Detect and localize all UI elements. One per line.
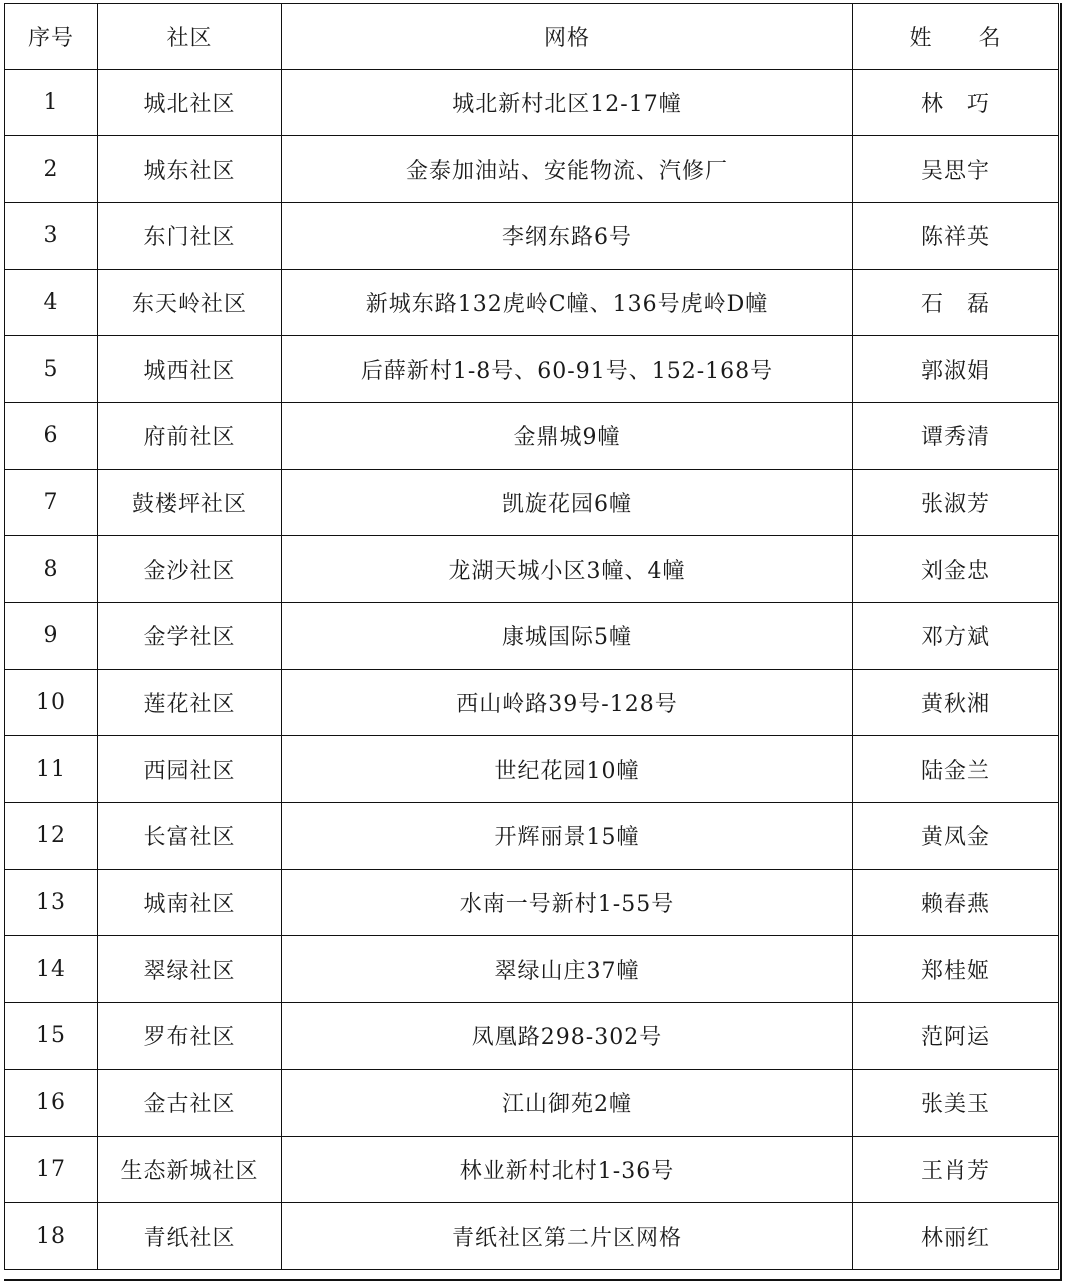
cell-name: 赖春燕 [853, 869, 1059, 936]
frame-bottom-border [4, 1279, 1062, 1281]
cell-number: 1 [5, 69, 98, 136]
cell-community: 长富社区 [98, 803, 282, 870]
table-row [5, 736, 1059, 803]
table-row [5, 469, 1059, 536]
table-row [5, 1003, 1059, 1070]
cell-number: 17 [5, 1136, 98, 1203]
table-body [5, 69, 1059, 1269]
cell-grid: 水南一号新村1-55号 [282, 869, 853, 936]
cell-name: 陆金兰 [853, 736, 1059, 803]
cell-name: 邓方斌 [853, 603, 1059, 670]
cell-name: 黄凤金 [853, 803, 1059, 870]
cell-grid: 城北新村北区12-17幢 [282, 69, 853, 136]
table-row [5, 536, 1059, 603]
header-number: 序号 [5, 4, 98, 70]
cell-name: 林丽红 [853, 1203, 1059, 1270]
cell-name: 谭秀清 [853, 402, 1059, 469]
table-row [5, 202, 1059, 269]
cell-grid: 青纸社区第二片区网格 [282, 1203, 853, 1270]
cell-number: 14 [5, 936, 98, 1003]
cell-number: 8 [5, 536, 98, 603]
table-row [5, 1136, 1059, 1203]
cell-grid: 金鼎城9幢 [282, 402, 853, 469]
cell-community: 城西社区 [98, 336, 282, 403]
cell-grid: 凯旋花园6幢 [282, 469, 853, 536]
cell-number: 16 [5, 1069, 98, 1136]
cell-grid: 龙湖天城小区3幢、4幢 [282, 536, 853, 603]
cell-name: 郑桂姬 [853, 936, 1059, 1003]
cell-name: 刘金忠 [853, 536, 1059, 603]
cell-name: 郭淑娟 [853, 336, 1059, 403]
table-row [5, 336, 1059, 403]
cell-community: 城东社区 [98, 136, 282, 203]
table-row [5, 402, 1059, 469]
cell-grid: 康城国际5幢 [282, 603, 853, 670]
table-row [5, 1203, 1059, 1270]
cell-name: 范阿运 [853, 1003, 1059, 1070]
cell-name: 石 磊 [853, 269, 1059, 336]
cell-grid: 后薛新村1-8号、60-91号、152-168号 [282, 336, 853, 403]
cell-grid: 新城东路132虎岭C幢、136号虎岭D幢 [282, 269, 853, 336]
cell-grid: 李纲东路6号 [282, 202, 853, 269]
cell-community: 东门社区 [98, 202, 282, 269]
cell-community: 莲花社区 [98, 669, 282, 736]
cell-grid: 开辉丽景15幢 [282, 803, 853, 870]
cell-grid: 世纪花园10幢 [282, 736, 853, 803]
table-row [5, 803, 1059, 870]
table-header [5, 4, 1059, 70]
header-community: 社区 [98, 4, 282, 70]
cell-number: 4 [5, 269, 98, 336]
cell-number: 7 [5, 469, 98, 536]
cell-community: 府前社区 [98, 402, 282, 469]
cell-name: 林 巧 [853, 69, 1059, 136]
cell-community: 金沙社区 [98, 536, 282, 603]
cell-grid: 西山岭路39号-128号 [282, 669, 853, 736]
cell-community: 翠绿社区 [98, 936, 282, 1003]
cell-community: 城北社区 [98, 69, 282, 136]
cell-community: 罗布社区 [98, 1003, 282, 1070]
cell-community: 鼓楼坪社区 [98, 469, 282, 536]
cell-name: 王肖芳 [853, 1136, 1059, 1203]
cell-grid: 翠绿山庄37幢 [282, 936, 853, 1003]
cell-community: 西园社区 [98, 736, 282, 803]
cell-number: 12 [5, 803, 98, 870]
community-grid-table [4, 3, 1059, 1270]
header-row [5, 4, 1059, 70]
table-row [5, 136, 1059, 203]
cell-community: 金学社区 [98, 603, 282, 670]
table-row [5, 669, 1059, 736]
cell-number: 9 [5, 603, 98, 670]
cell-grid: 林业新村北村1-36号 [282, 1136, 853, 1203]
cell-number: 2 [5, 136, 98, 203]
cell-grid: 江山御苑2幢 [282, 1069, 853, 1136]
table-row [5, 869, 1059, 936]
table-row [5, 269, 1059, 336]
cell-number: 15 [5, 1003, 98, 1070]
cell-number: 5 [5, 336, 98, 403]
frame-right-border [1060, 3, 1062, 1279]
table-row [5, 603, 1059, 670]
cell-community: 东天岭社区 [98, 269, 282, 336]
cell-community: 青纸社区 [98, 1203, 282, 1270]
cell-name: 张美玉 [853, 1069, 1059, 1136]
cell-number: 13 [5, 869, 98, 936]
cell-number: 6 [5, 402, 98, 469]
header-name: 姓 名 [853, 4, 1059, 70]
cell-community: 城南社区 [98, 869, 282, 936]
cell-number: 10 [5, 669, 98, 736]
table-row [5, 69, 1059, 136]
cell-name: 张淑芳 [853, 469, 1059, 536]
cell-grid: 金泰加油站、安能物流、汽修厂 [282, 136, 853, 203]
table-row [5, 1069, 1059, 1136]
cell-number: 3 [5, 202, 98, 269]
cell-community: 生态新城社区 [98, 1136, 282, 1203]
cell-name: 吴思宇 [853, 136, 1059, 203]
cell-community: 金古社区 [98, 1069, 282, 1136]
cell-grid: 凤凰路298-302号 [282, 1003, 853, 1070]
cell-name: 陈祥英 [853, 202, 1059, 269]
header-grid: 网格 [282, 4, 853, 70]
cell-number: 18 [5, 1203, 98, 1270]
cell-name: 黄秋湘 [853, 669, 1059, 736]
cell-number: 11 [5, 736, 98, 803]
table-row [5, 936, 1059, 1003]
